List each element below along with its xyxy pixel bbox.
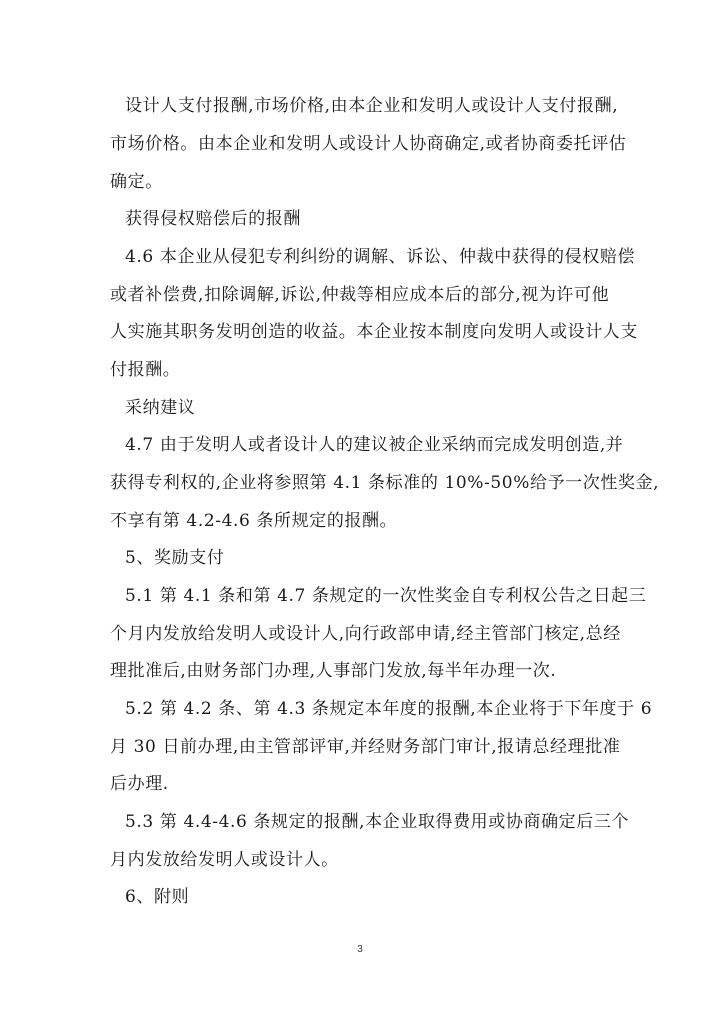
section-heading: 5、奖励支付	[125, 548, 225, 568]
text-line: 付报酬。	[110, 360, 181, 380]
text-line: 4.6 本企业从侵犯专利纠纷的调解、诉讼、仲裁中获得的侵权赔偿	[125, 247, 636, 267]
text-line: 个月内发放给发明人或设计人,向行政部申请,经主管部门核定,总经	[110, 624, 621, 644]
section-heading: 采纳建议	[125, 398, 196, 418]
page-number: 3	[357, 944, 363, 955]
text-line: 月 30 日前办理,由主管部评审,并经财务部门审计,报请总经理批准	[110, 737, 621, 757]
text-line: 或者补偿费,扣除调解,诉讼,仲裁等相应成本后的部分,视为许可他	[110, 285, 610, 305]
text-line: 理批准后,由财务部门办理,人事部门发放,每半年办理一次.	[110, 661, 557, 681]
text-line: 4.7 由于发明人或者设计人的建议被企业采纳而完成发明创造,并	[125, 435, 624, 455]
text-line: 不享有第 4.2-4.6 条所规定的报酬。	[110, 511, 398, 531]
text-line: 5.1 第 4.1 条和第 4.7 条规定的一次性奖金自专利权公告之日起三	[125, 586, 647, 606]
text-line: 设计人支付报酬,市场价格,由本企业和发明人或设计人支付报酬,	[125, 96, 619, 116]
text-line: 获得专利权的,企业将参照第 4.1 条标准的 10%-50%给予一次性奖金,	[110, 473, 660, 493]
text-line: 市场价格。由本企业和发明人或设计人协商确定,或者协商委托评估	[110, 134, 627, 154]
text-line: 5.2 第 4.2 条、第 4.3 条规定本年度的报酬,本企业将于下年度于 6	[125, 699, 653, 719]
text-line: 5.3 第 4.4-4.6 条规定的报酬,本企业取得费用或协商确定后三个	[125, 812, 630, 832]
section-heading: 获得侵权赔偿后的报酬	[125, 209, 301, 229]
text-line: 后办理.	[110, 774, 169, 794]
section-heading: 6、附则	[125, 887, 190, 907]
text-line: 人实施其职务发明创造的收益。本企业按本制度向发明人或设计人支	[110, 322, 638, 342]
text-line: 月内发放给发明人或设计人。	[110, 850, 339, 870]
text-line: 确定。	[110, 172, 163, 192]
